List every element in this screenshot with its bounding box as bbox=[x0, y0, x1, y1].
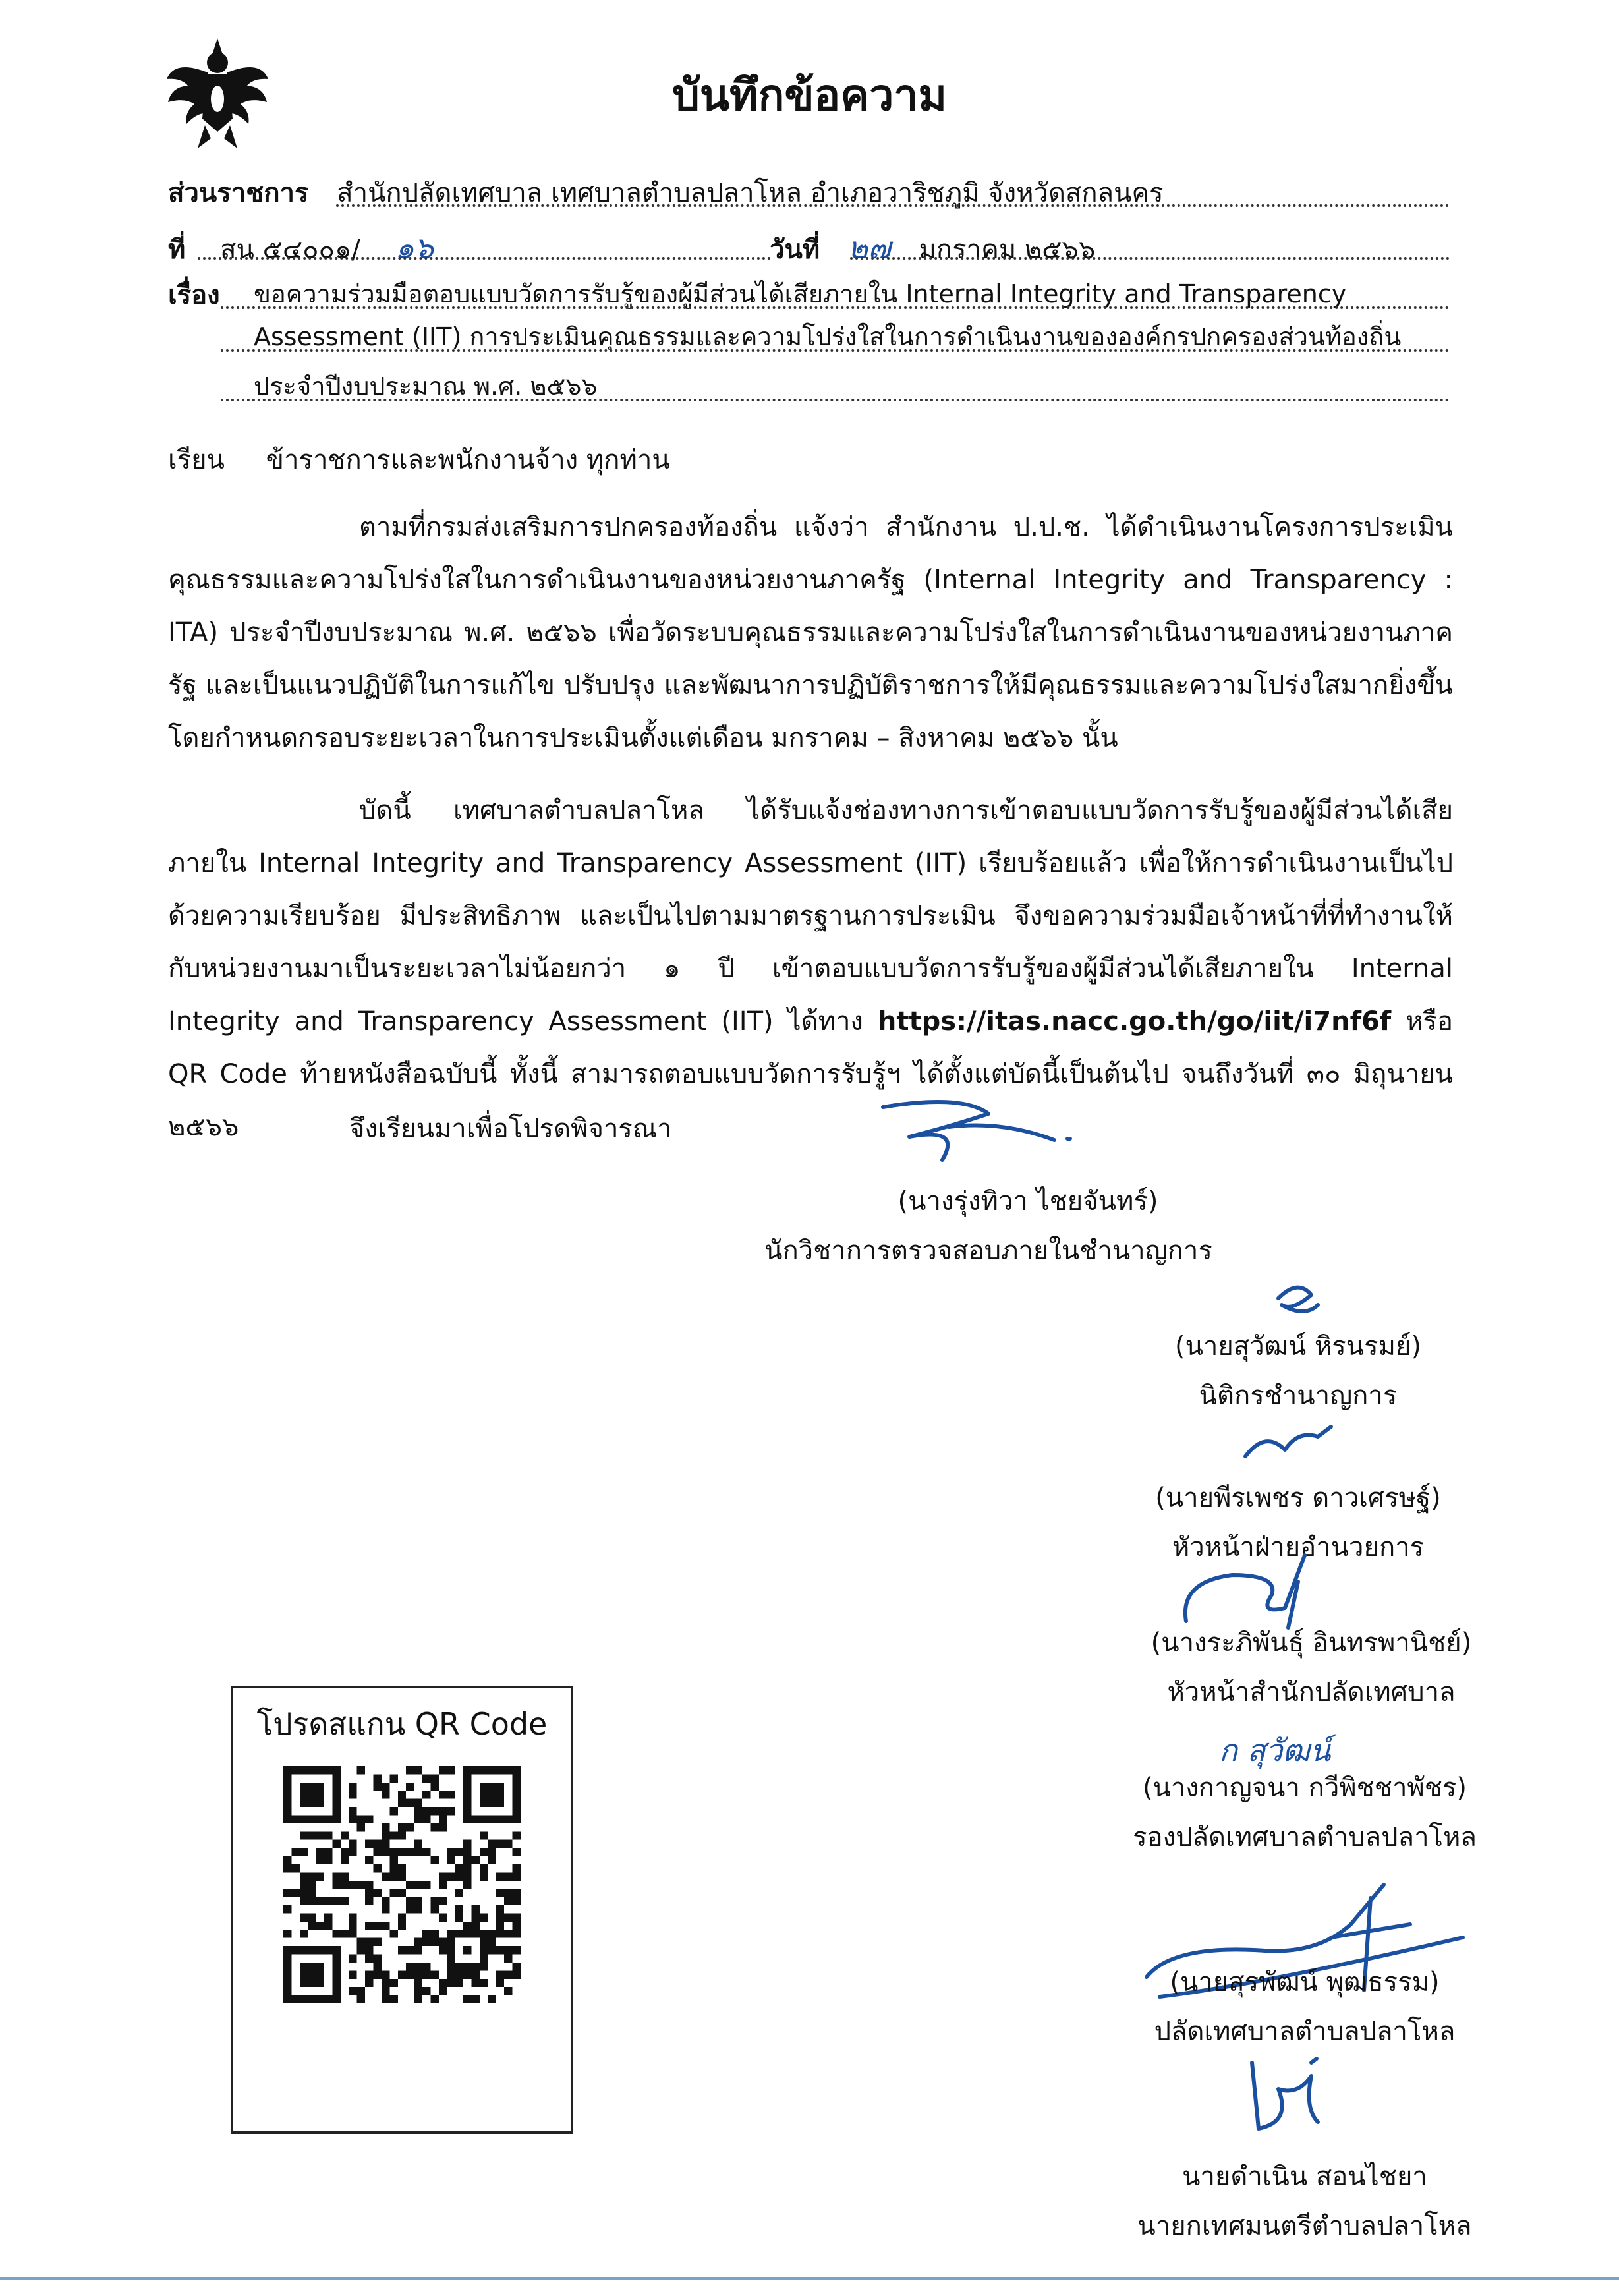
subject-dotline-3 bbox=[221, 399, 1450, 401]
signatory-2-name: (นายสุวัฒน์ หิรนรมย์) bbox=[1174, 1331, 1421, 1362]
memo-title: บันทึกข้อความ bbox=[671, 70, 947, 121]
qr-label: โปรดสแกน QR Code bbox=[256, 1706, 548, 1742]
ref-row bbox=[168, 224, 434, 272]
date-day-handwritten: ๒๗ bbox=[847, 230, 891, 266]
signatory-6-position: ปลัดเทศบาลตำบลปลาโหล bbox=[1154, 2017, 1456, 2047]
subject-line-1: ขอความร่วมมือตอบแบบวัดการรับรู้ของผู้มีส่วนได้เสียภายใน Internal Integrity and Transparency bbox=[254, 279, 1347, 308]
subject-line-3: ประจำปีงบประมาณ พ.ศ. ๒๕๖๖ bbox=[254, 372, 598, 401]
ref-value: สน ๕๔๐๐๑/ bbox=[220, 235, 360, 265]
signatory-2-position: นิติกรชำนาญการ bbox=[1199, 1381, 1398, 1411]
date-value: มกราคม ๒๕๖๖ bbox=[919, 235, 1096, 265]
signatory-5-name: (นางกาญจนา กวีพิชชาพัชร) bbox=[1142, 1773, 1467, 1803]
signatory-7-name: นายดำเนิน สอนไชยา bbox=[1182, 2162, 1427, 2192]
qr-code-icon[interactable] bbox=[283, 1766, 521, 2003]
para2-tail: หรือ QR Code ท้ายหนังสือฉบับนี้ ทั้งนี้ สามารถตอบแบบวัดการรับรู้ฯ ได้ตั้งแต่บัดนี้เป็นต้นไป จนถึงวันที่ ๓๐ มิถุนายน ๒๕๖๖ bbox=[168, 1006, 1454, 1142]
signatory-3-name: (นายพีรเพชร ดาวเศรษฐ์) bbox=[1155, 1483, 1441, 1513]
date-label: วันที่ bbox=[770, 235, 820, 265]
agency-dotline bbox=[336, 204, 1450, 207]
signatory-1-name: (นางรุ่งทิวา ไชยจันทร์) bbox=[897, 1186, 1158, 1217]
body-paragraph-1: ตามที่กรมส่งเสริมการปกครองท้องถิ่น แจ้งว่า สำนักงาน ป.ป.ช. ได้ดำเนินงานโครงการประเมินคุณธรรมและความโปร่งใสในการดำเนินงานของหน่วยงานภาครัฐ (Internal Integrity and Transparency : ITA) ประจำปีงบประมาณ พ.ศ. ๒๕๖๖ เพื่อวัดระบบคุณธรรมและความโปร่งใสในการดำเนินงานของหน่วยงานภาครัฐ และเป็นแนวปฏิบัติในการแก้ไข ปรับปรุง และพัฒนาการปฏิบัติราชการให้มีคุณธรรมและความโปร่งใสมากยิ่งขึ้น โดยกำหนดกรอบระยะเวลาในการประเมินตั้งแต่เดือน มกราคม – สิงหาคม ๒๕๖๖ นั้น bbox=[168, 512, 1453, 753]
body-paragraph-2 bbox=[168, 784, 1453, 1153]
signatory-4-position: หัวหน้าสำนักปลัดเทศบาล bbox=[1167, 1677, 1456, 1708]
page-bottom-edge bbox=[0, 2277, 1619, 2280]
subject-line-2: Assessment (IIT) การประเมินคุณธรรมและความโปร่งใสในการดำเนินงานขององค์กรปกครองส่วนท้องถิ่น bbox=[254, 322, 1402, 351]
to-value: ข้าราชการและพนักงานจ้าง ทุกท่าน bbox=[266, 445, 670, 475]
signature-3 bbox=[1239, 1417, 1344, 1479]
signature-7 bbox=[1232, 2050, 1338, 2144]
para2-text: บัดนี้ เทศบาลตำบลปลาโหล ได้รับแจ้งช่องทางการเข้าตอบแบบวัดการรับรู้ของผู้มีส่วนได้เสียภายใน Internal Integrity and Transparency Assessment (IIT) เรียบร้อยแล้ว เพื่อให้การดำเนินงานเป็นไปด้วยความเรียบร้อย มีประสิทธิภาพ และเป็นไปตามมาตรฐานการประเมิน จึงขอความร่วมมือเจ้าหน้าที่ที่ทำงานให้กับหน่วยงานมาเป็นระยะเวลาไม่น้อยกว่า ๑ ปี เข้าตอบแบบวัดการรับรู้ของผู้มีส่วนได้เสียภายใน Internal Integrity and Transparency Assessment (IIT) ได้ทาง bbox=[168, 795, 1453, 1037]
agency-value: สำนักปลัดเทศบาล เทศบาลตำบลปลาโหล อำเภอวาริชภูมิ จังหวัดสกลนคร bbox=[337, 178, 1164, 208]
signatory-6-name: (นายสุรพัฒน์ พุฒธรรม) bbox=[1170, 1967, 1440, 1997]
signature-2 bbox=[1265, 1272, 1331, 1327]
ref-label: ที่ bbox=[168, 235, 186, 265]
signatory-5-position: รองปลัดเทศบาลตำบลปลาโหล bbox=[1133, 1822, 1477, 1852]
date-dotline bbox=[850, 257, 1450, 260]
salutation bbox=[168, 438, 670, 480]
signatory-7-position: นายกเทศมนตรีตำบลปลาโหล bbox=[1137, 2211, 1472, 2241]
closing-text: จึงเรียนมาเพื่อโปรดพิจารณา bbox=[349, 1114, 672, 1144]
signature-1 bbox=[870, 1087, 1081, 1176]
signatory-3-position: หัวหน้าฝ่ายอำนวยการ bbox=[1172, 1532, 1425, 1563]
signatory-4-name: (นางระภิพันธุ์ อินทรพานิชย์) bbox=[1150, 1628, 1472, 1658]
ref-dotline bbox=[198, 257, 771, 260]
signatory-1-position: นักวิชาการตรวจสอบภายในชำนาญการ bbox=[764, 1236, 1212, 1266]
subject-dotline-1 bbox=[221, 306, 1450, 309]
date-row bbox=[770, 224, 1095, 272]
ref-number-handwritten: ๑๖ bbox=[395, 230, 434, 266]
to-label: เรียน bbox=[168, 445, 225, 475]
survey-link[interactable]: https://itas.nacc.go.th/go/iit/i7nf6f bbox=[877, 1006, 1392, 1037]
subject-dotline-2 bbox=[221, 349, 1450, 352]
initials-handwritten: ก สุวัฒน์ bbox=[1219, 1733, 1331, 1768]
agency-label: ส่วนราชการ bbox=[168, 178, 309, 208]
subject-label: เรื่อง bbox=[168, 280, 220, 310]
agency-row bbox=[168, 171, 1164, 214]
